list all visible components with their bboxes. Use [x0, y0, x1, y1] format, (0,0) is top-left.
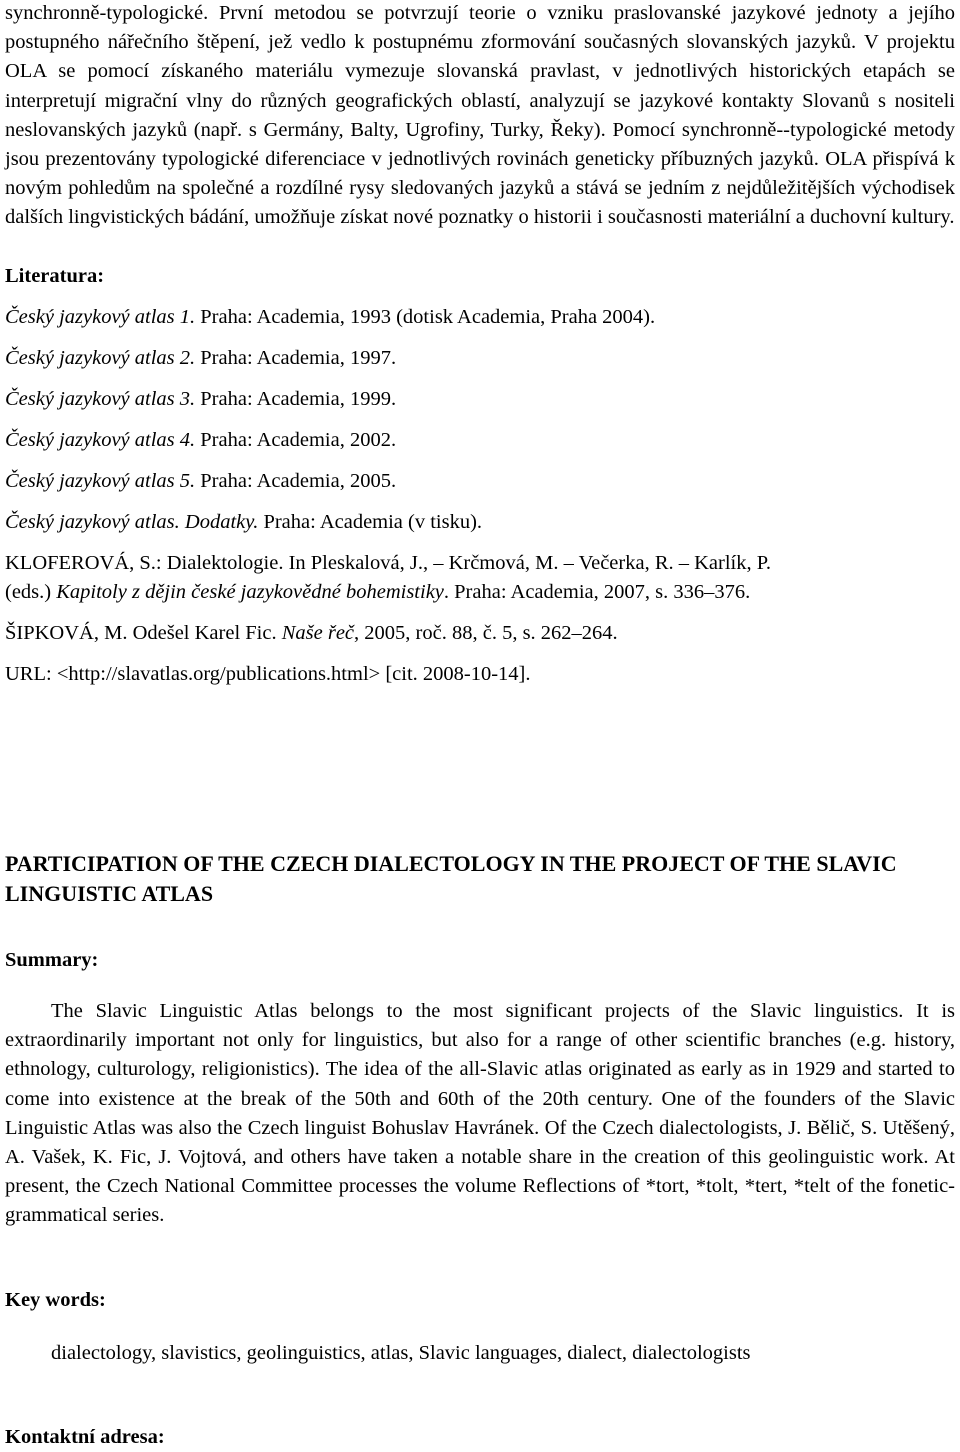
- summary-heading: Summary:: [5, 949, 99, 971]
- reference-title: Kapitoly z dějin české jazykovědné bohemistiky: [56, 580, 444, 603]
- reference-details: . Praha: Academia, 2007, s. 336–376.: [443, 580, 751, 603]
- reference-sipkova: [5, 619, 955, 648]
- keywords-heading: Key words:: [5, 1289, 106, 1311]
- intro-paragraph-part-1: synchronně-typologické. První metodou se potvrzují teorie o vzniku praslovanské jazykové jednoty a jejího postupného nářečního štěpení, jež vedlo k postupnému zformování současných slovanských jazyků. V projektu OLA se pomocí získaného materiálu vymezuje slovanská pravlast, v jednotlivých historických etapách se interpretují migrační vlny do různých geografických oblastí, analyzují se jazykové kontakty Slovanů s nositeli neslovanských jazyků (např. s Germány, Balty, Ugrofiny, Turky, Řeky). Pomocí synchronně-: [5, 2, 955, 141]
- intro-paragraph: [5, 0, 955, 233]
- reference-title: Český jazykový atlas 4.: [5, 428, 196, 451]
- reference-url: URL: <http://slavatlas.org/publications.html> [cit. 2008-10-14].: [5, 662, 531, 685]
- reference-details: Praha: Academia, 2005.: [195, 469, 397, 492]
- reference-details: Praha: Academia (v tisku).: [258, 510, 483, 533]
- reference-title: Český jazykový atlas 5.: [5, 469, 196, 492]
- literature-heading: Literatura:: [5, 264, 105, 287]
- reference-item: [5, 426, 955, 455]
- reference-list: [5, 303, 955, 689]
- contact-heading: Kontaktní adresa:: [5, 1426, 165, 1448]
- reference-details: Praha: Academia, 1993 (dotisk Academia, Praha 2004).: [195, 305, 656, 328]
- reference-item: [5, 508, 955, 537]
- reference-title: Český jazykový atlas 3.: [5, 387, 196, 410]
- reference-details: ŠIPKOVÁ, M. Odešel Karel Fic.: [5, 621, 282, 644]
- keywords-text: dialectology, slavistics, geolinguistics, atlas, Slavic languages, dialect, dialectologists: [51, 1342, 751, 1364]
- reference-details: Praha: Academia, 2002.: [195, 428, 397, 451]
- reference-item: [5, 385, 955, 414]
- intro-paragraph-part-2: -typologické metody jsou prezentovány typologické diferenciace v jednotlivých rovinách geneticky příbuzných jazyků. OLA přispívá k novým pohledům na společné a rozdílné rysy sledovaných jazyků a stává se jedním z nejdůležitějších východisek dalších lingvistických bádání, umožňuje získat nové poznatky o historii i současnosti materiální a duchovní kultury.: [5, 118, 955, 229]
- reference-details: , 2005, roč. 88, č. 5, s. 262–264.: [354, 621, 618, 644]
- reference-details: Praha: Academia, 1997.: [195, 346, 397, 369]
- reference-title: Český jazykový atlas. Dodatky.: [5, 510, 259, 533]
- reference-item: [5, 344, 955, 373]
- summary-text: The Slavic Linguistic Atlas belongs to the most significant projects of the Slavic linguistics. It is extraordinarily important not only for linguistics, but also for a range of other scientific branches (e.g. history, ethnology, culturology, religionistics). The idea of the all-Slavic atlas originated as early as in 1929 and started to come into existence at the break of the 50th and 60th of the 20th century. One of the founders of the Slavic Linguistic Atlas was also the Czech linguist Bohuslav Havránek. Of the Czech dialectologists, J. Bělič, S. Utěšený, A. Vašek, K. Fic, J. Vojtová, and others have taken a notable share in the creation of this geolinguistic work. At present, the Czech National Committee processes the volume Reflections of *tort, *tolt, *tert, *telt of the fonetic-grammatical series.: [5, 1000, 955, 1227]
- reference-details: Praha: Academia, 1999.: [195, 387, 397, 410]
- reference-title: Naše řeč: [281, 621, 355, 644]
- reference-line: KLOFEROVÁ, S.: Dialektologie. In Pleskalová, J., – Krčmová, M. – Večerka, R. – Karlík, P.: [5, 551, 771, 574]
- reference-details: (eds.): [5, 580, 57, 603]
- reference-item: [5, 303, 955, 332]
- reference-item: [5, 467, 955, 496]
- reference-title: Český jazykový atlas 1.: [5, 305, 196, 328]
- reference-title: Český jazykový atlas 2.: [5, 346, 196, 369]
- reference-kloferova: [5, 549, 955, 607]
- english-title: PARTICIPATION OF THE CZECH DIALECTOLOGY IN THE PROJECT OF THE SLAVIC LINGUISTIC ATLAS: [5, 851, 897, 906]
- document-page: [5, 0, 955, 1448]
